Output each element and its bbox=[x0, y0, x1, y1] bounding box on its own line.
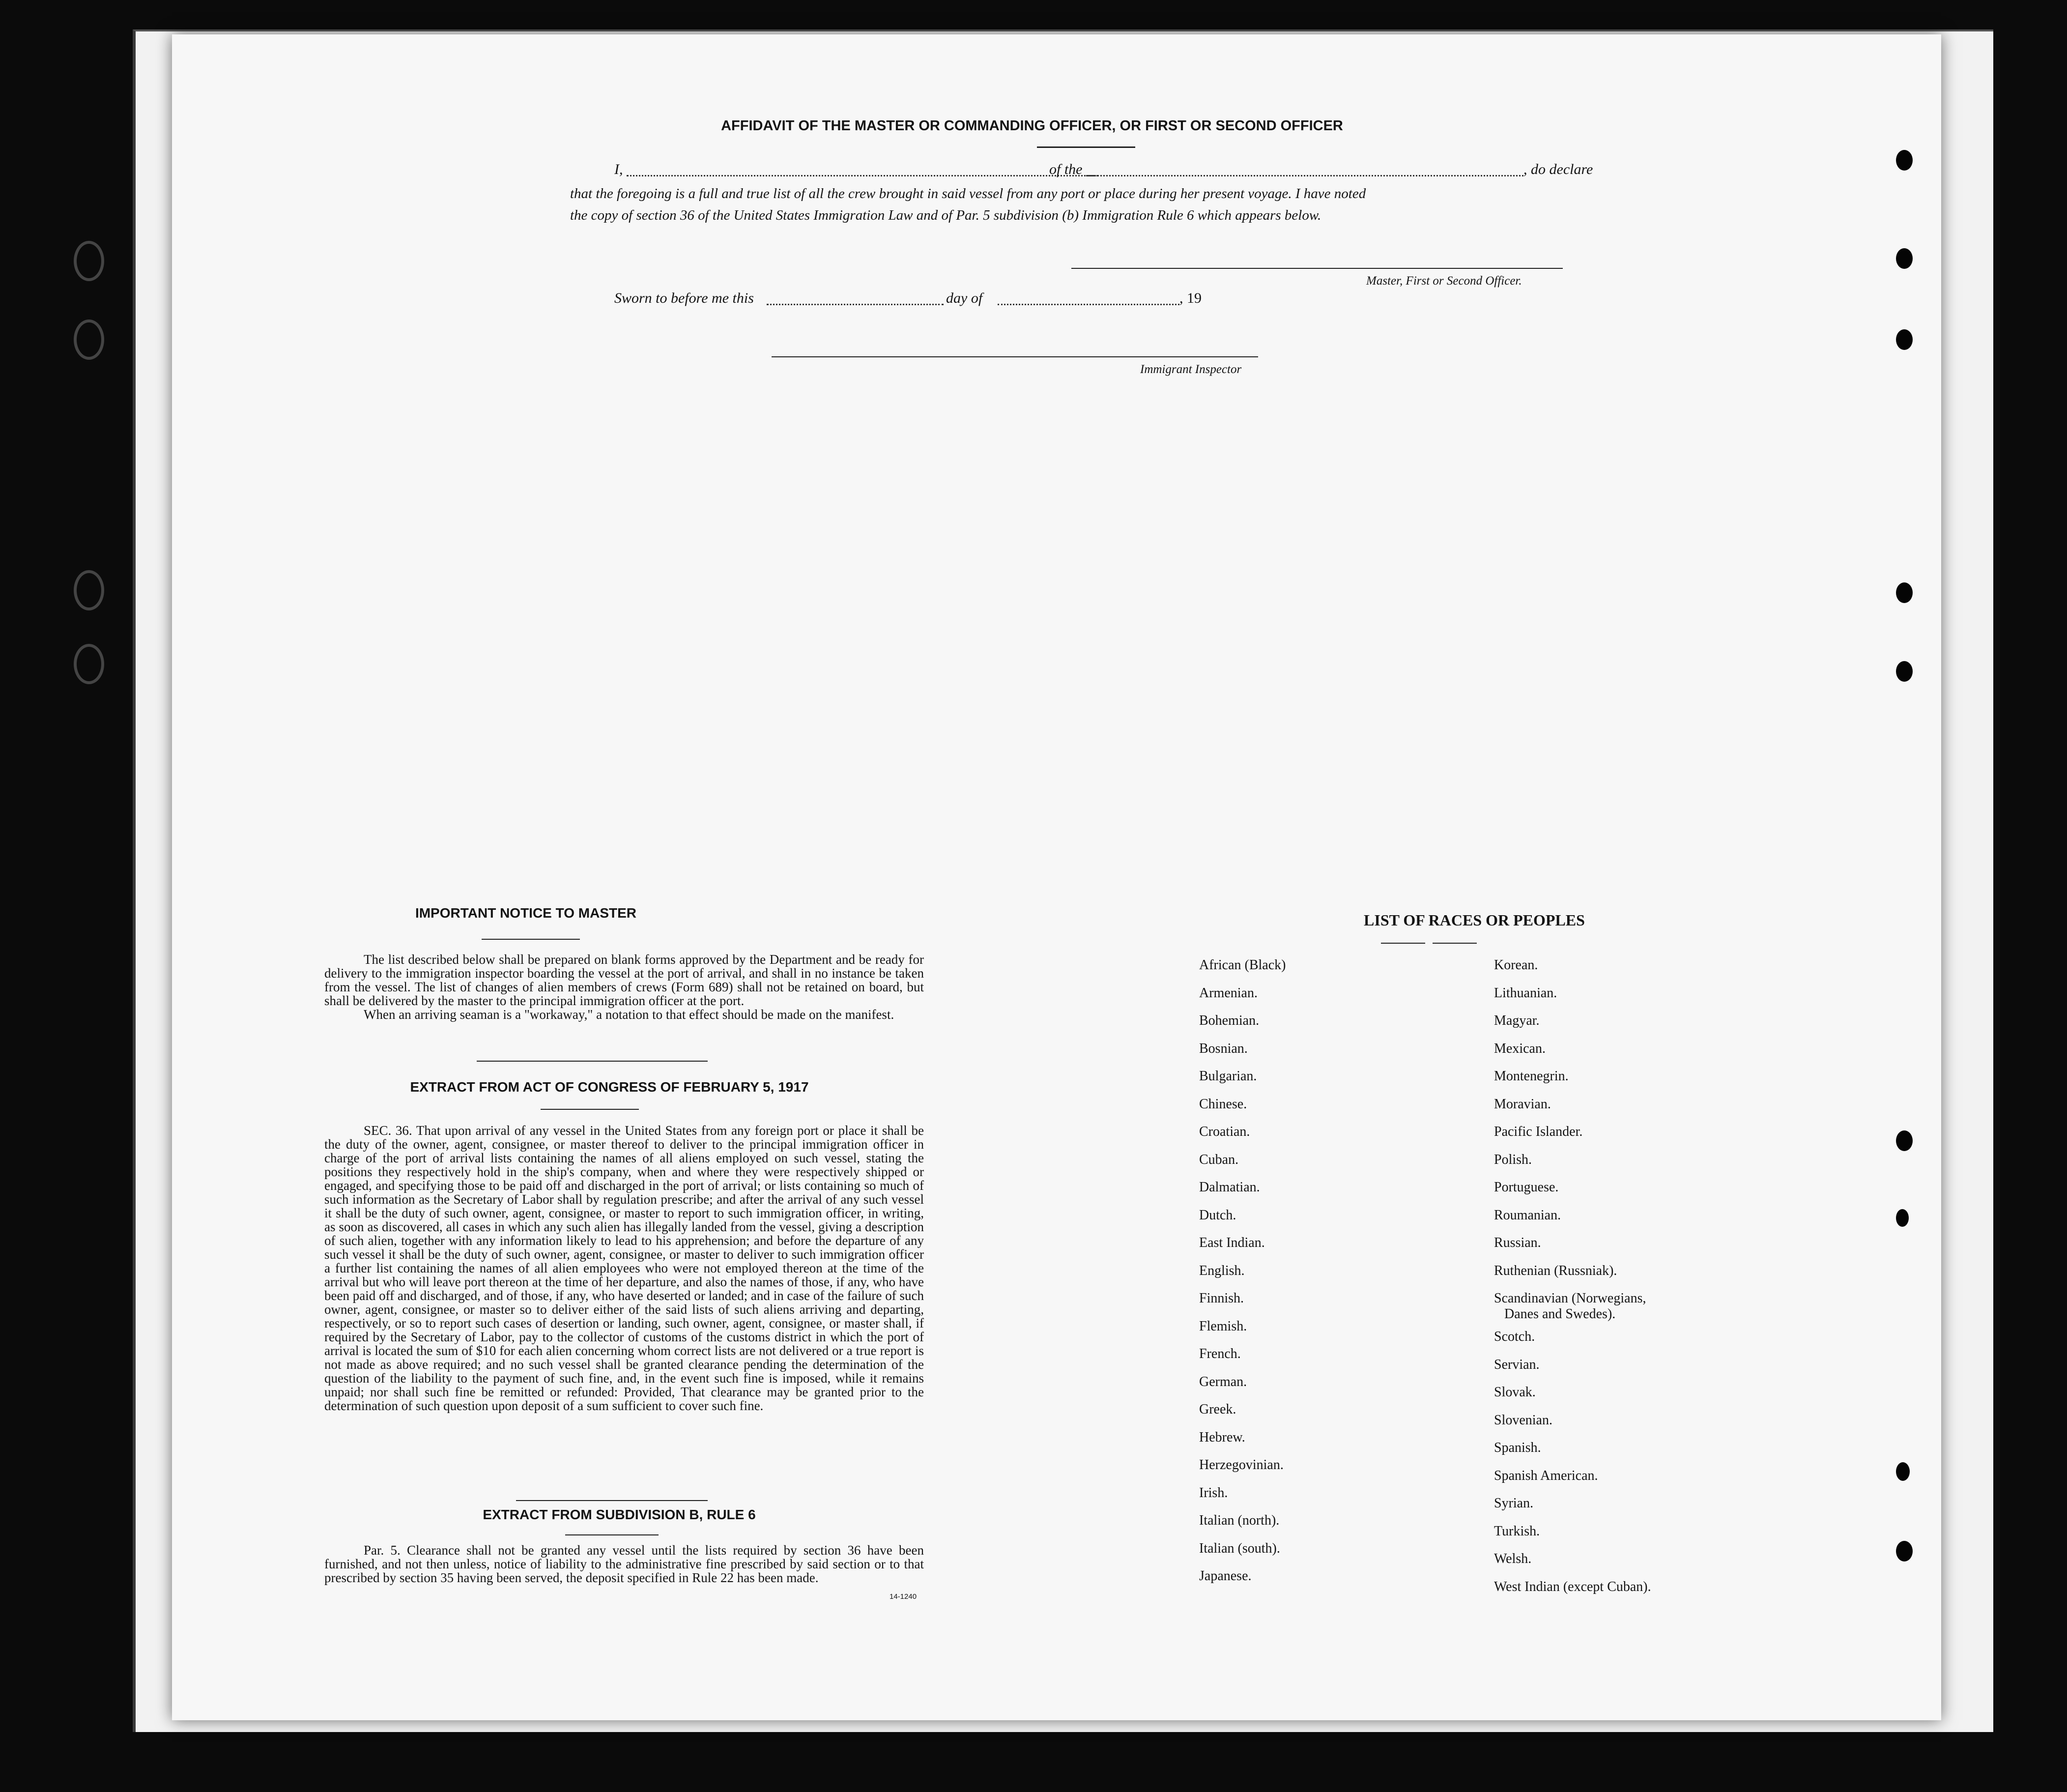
race-item: Pacific Islander. bbox=[1494, 1124, 1583, 1139]
rule-extract-text: Par. 5. Clearance shall not be granted any vessel until the lists required by section 36 have been furnished, and not then unless, notice of liability to the administrative fine prescribed by said section or to that prescribed by section 35 having been served, the deposit specified in Rule 22 has been made. bbox=[324, 1543, 924, 1585]
punch-hole bbox=[1896, 150, 1913, 171]
sworn-text: Sworn to before me this bbox=[614, 290, 754, 306]
divider bbox=[1433, 943, 1477, 944]
notice-body bbox=[324, 953, 924, 1021]
act-extract-body bbox=[324, 1124, 924, 1413]
divider bbox=[541, 1109, 639, 1110]
races-title: LIST OF RACES OR PEOPLES bbox=[1364, 911, 1585, 929]
race-item: Magyar. bbox=[1494, 1013, 1540, 1028]
inspector-label: Immigrant Inspector bbox=[1140, 363, 1242, 376]
punch-hole bbox=[1896, 661, 1913, 682]
master-label: Master, First or Second Officer. bbox=[1366, 274, 1522, 288]
race-item: East Indian. bbox=[1199, 1235, 1265, 1250]
form-number: 14-1240 bbox=[890, 1592, 917, 1601]
affidavit-title: AFFIDAVIT OF THE MASTER OR COMMANDING OFFICER, OR FIRST OR SECOND OFFICER bbox=[721, 118, 1343, 134]
race-item: Dutch. bbox=[1199, 1207, 1236, 1223]
race-item: Herzegovinian. bbox=[1199, 1457, 1284, 1473]
rule-extract-title: EXTRACT FROM SUBDIVISION B, RULE 6 bbox=[483, 1507, 756, 1522]
punch-hole bbox=[1896, 1209, 1909, 1227]
race-item: Italian (north). bbox=[1199, 1513, 1280, 1528]
race-item: Lithuanian. bbox=[1494, 985, 1557, 1001]
manifest-page bbox=[172, 34, 1941, 1720]
race-item: Irish. bbox=[1199, 1485, 1228, 1501]
binder-ring bbox=[74, 644, 104, 684]
punch-hole bbox=[1896, 1541, 1913, 1561]
binder-ring bbox=[74, 570, 104, 610]
day-blank bbox=[767, 304, 944, 305]
race-item: Flemish. bbox=[1199, 1318, 1247, 1334]
punch-hole bbox=[1896, 248, 1913, 269]
race-item: German. bbox=[1199, 1374, 1247, 1389]
race-item: Cuban. bbox=[1199, 1152, 1239, 1167]
affidavit-line-2: that the foregoing is a full and true list of all the crew brought in said vessel from any port or place during her present voyage. I have noted bbox=[570, 186, 1366, 202]
race-item: Moravian. bbox=[1494, 1096, 1551, 1112]
race-item: Ruthenian (Russniak). bbox=[1494, 1263, 1617, 1278]
inspector-signature-line bbox=[772, 356, 1258, 357]
race-item: Spanish American. bbox=[1494, 1468, 1598, 1483]
affidavit-of-the: of the bbox=[1049, 161, 1083, 177]
race-item: Hebrew. bbox=[1199, 1429, 1245, 1445]
notice-title: IMPORTANT NOTICE TO MASTER bbox=[415, 905, 637, 921]
notice-paragraph-2: When an arriving seaman is a "workaway," a notation to that effect should be made on the manifest. bbox=[364, 1007, 894, 1022]
divider bbox=[477, 1061, 708, 1062]
race-item: Japanese. bbox=[1199, 1568, 1252, 1584]
day-of-text: day of bbox=[946, 290, 983, 306]
act-extract-title: EXTRACT FROM ACT OF CONGRESS OF FEBRUARY 5, 1917 bbox=[410, 1079, 809, 1095]
race-item: Portuguese. bbox=[1494, 1180, 1559, 1195]
race-item: French. bbox=[1199, 1346, 1241, 1361]
divider bbox=[1037, 146, 1135, 148]
race-item: Polish. bbox=[1494, 1152, 1532, 1167]
punch-hole bbox=[1896, 1130, 1913, 1151]
divider bbox=[1381, 943, 1425, 944]
punch-hole bbox=[1896, 582, 1913, 603]
race-item: Montenegrin. bbox=[1494, 1069, 1569, 1084]
divider bbox=[482, 939, 580, 940]
vessel-blank bbox=[1086, 175, 1523, 176]
race-item: Syrian. bbox=[1494, 1496, 1534, 1511]
affidavit-i: I, bbox=[614, 161, 623, 177]
race-item: West Indian (except Cuban). bbox=[1494, 1579, 1651, 1594]
divider bbox=[516, 1500, 708, 1501]
race-item: Bosnian. bbox=[1199, 1041, 1248, 1056]
race-item: Scotch. bbox=[1494, 1329, 1535, 1344]
race-item: Spanish. bbox=[1494, 1440, 1541, 1455]
race-item: Welsh. bbox=[1494, 1551, 1532, 1566]
race-item: Scandinavian (Norwegians, Danes and Swedes). bbox=[1494, 1291, 1646, 1322]
race-item: Greek. bbox=[1199, 1402, 1236, 1417]
month-blank bbox=[998, 304, 1179, 305]
race-item: Armenian. bbox=[1199, 985, 1258, 1001]
race-item: Finnish. bbox=[1199, 1291, 1244, 1306]
race-item: Russian. bbox=[1494, 1235, 1541, 1250]
race-item: Slovenian. bbox=[1494, 1412, 1552, 1428]
race-item: Dalmatian. bbox=[1199, 1180, 1260, 1195]
race-item: English. bbox=[1199, 1263, 1245, 1278]
affidavit-declare: , do declare bbox=[1523, 161, 1593, 177]
punch-hole bbox=[1896, 1462, 1910, 1481]
race-item: Bohemian. bbox=[1199, 1013, 1260, 1028]
race-item: Slovak. bbox=[1494, 1385, 1536, 1400]
punch-hole bbox=[1896, 329, 1913, 350]
race-item: Turkish. bbox=[1494, 1523, 1540, 1539]
binder-ring bbox=[74, 319, 104, 360]
race-item: Roumanian. bbox=[1494, 1207, 1561, 1223]
notice-paragraph-1: The list described below shall be prepared on blank forms approved by the Department and be ready for delivery to the immigration inspector boarding the vessel at the port of arrival, and shall in no instance be taken from the vessel. The list of changes of alien members of crews (Form 689) shall not be retained on board, but shall be delivered by the master to the principal immigration officer at the port. bbox=[324, 952, 924, 1008]
race-item: Bulgarian. bbox=[1199, 1069, 1257, 1084]
race-item: Korean. bbox=[1494, 957, 1538, 973]
binder-ring bbox=[74, 241, 104, 281]
year-text: , 19 bbox=[1179, 290, 1202, 306]
rule-extract-body bbox=[324, 1543, 924, 1585]
race-item: Mexican. bbox=[1494, 1041, 1546, 1056]
name-blank bbox=[627, 175, 1098, 176]
race-item: Croatian. bbox=[1199, 1124, 1250, 1139]
race-item: Italian (south). bbox=[1199, 1540, 1280, 1556]
master-signature-line bbox=[1071, 268, 1563, 269]
divider bbox=[565, 1534, 659, 1535]
race-item: Chinese. bbox=[1199, 1096, 1247, 1112]
race-item: African (Black) bbox=[1199, 957, 1286, 973]
race-item: Servian. bbox=[1494, 1357, 1540, 1372]
affidavit-line-3: the copy of section 36 of the United States Immigration Law and of Par. 5 subdivision (b) Immigration Rule 6 which appears below. bbox=[570, 207, 1321, 223]
act-extract-text: SEC. 36. That upon arrival of any vessel in the United States from any foreign port or place it shall be the duty of the owner, agent, consignee, or master thereof to deliver to the principal immigration officer in charge of the port of arrival lists containing the names of all aliens employed on such vessel, stating the positions they respectively hold in the ship's company, when and where they were respectively shipped or engaged, and specifying those to be paid off and discharged in the port of arrival; or lists containing so much of such information as the Secretary of Labor shall by regulation prescribe; and after the arrival of any such vessel it shall be the duty of such owner, agent, consignee, or master to report to such immigration officer, in writing, as soon as discovered, all cases in which any such alien has illegally landed from the vessel, giving a description of such alien, together with any information likely to lead to his apprehension; and before the departure of any such vessel it shall be the duty of such owner, agent, consignee, or master to deliver to such immigration officer a further list containing the names of all alien employees who were not employed thereon at the time of the arrival but who will leave port thereon at the time of her departure, and also the names of those, if any, who have been paid off and discharged, and of those, if any, who have deserted or landed; and in case of the failure of such owner, agent, consignee, or master so to deliver either of the said lists of such aliens arriving and departing, respectively, or so to report such cases of desertion or landing, such owner, agent, consignee, or master shall, if required by the Secretary of Labor, pay to the collector of customs of the customs district in which the port of arrival is located the sum of $10 for each alien concerning whom correct lists are not delivered or a true report is not made as above required; and no such vessel shall be granted clearance pending the determination of the question of the liability to the payment of such fine, and, in the event such fine is imposed, while it remains unpaid; nor shall such fine be remitted or refunded: Provided, That clearance may be granted prior to the determination of such question upon deposit of a sum sufficient to cover such fine. bbox=[324, 1123, 924, 1413]
